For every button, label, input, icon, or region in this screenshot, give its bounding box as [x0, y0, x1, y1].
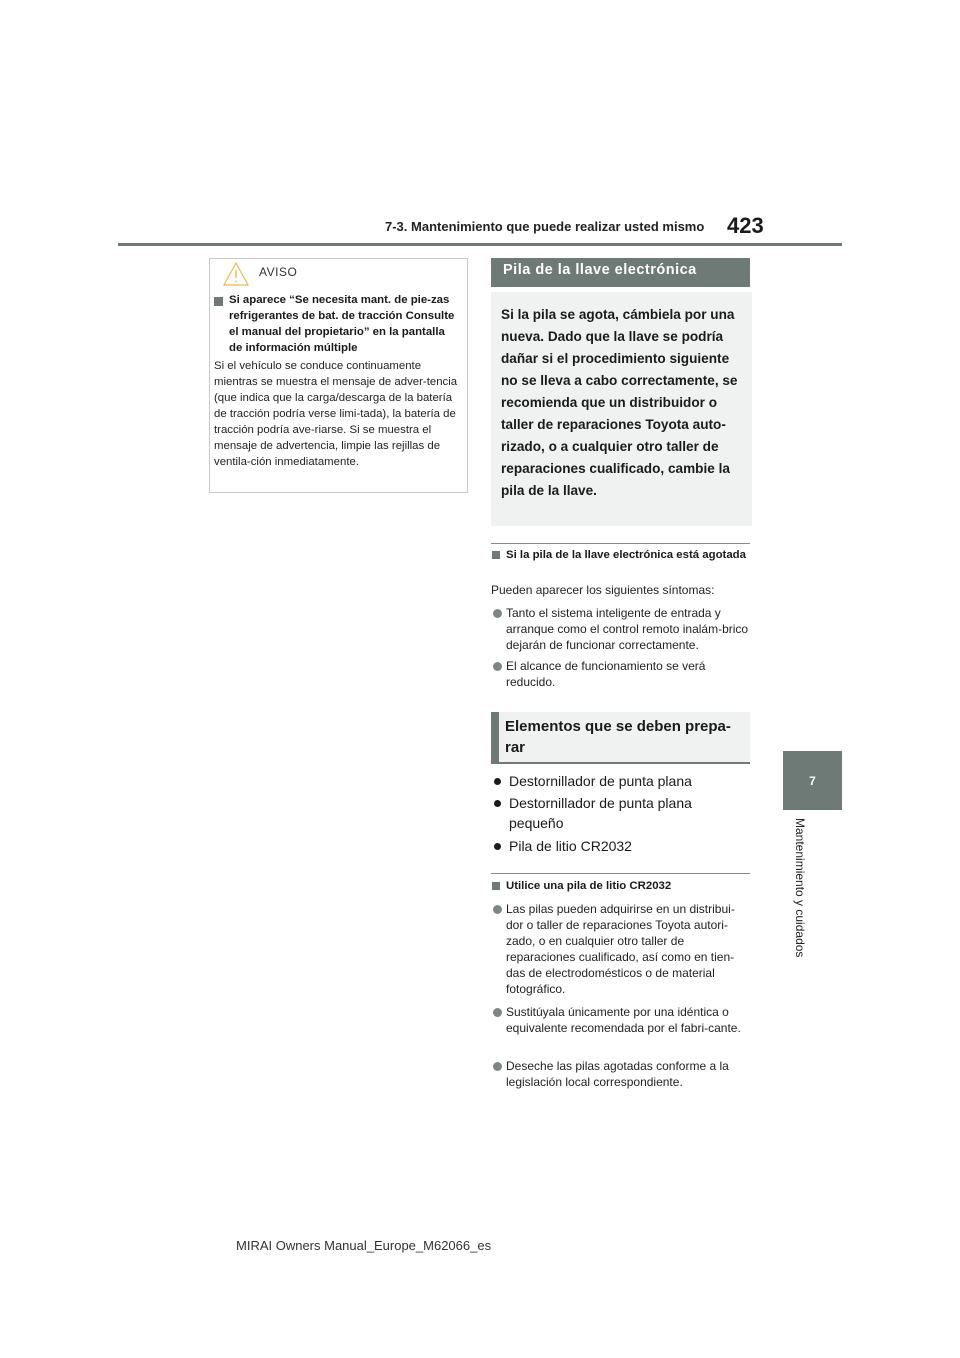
subheading-depleted: Si la pila de la llave electrónica está agotada — [506, 549, 746, 561]
square-bullet-icon — [492, 551, 500, 559]
list-item: Destornillador de punta plana pequeño — [509, 795, 692, 831]
list-item: Deseche las pilas agotadas conforme a la legislación local correspondiente. — [506, 1059, 729, 1089]
intro-panel: Si la pila se agota, cámbiela por una nueva. Dado que la llave se podría dañar si el procedimiento siguiente no se lleva a cabo correctamente, se recomienda que un distribuidor o taller de reparaciones Toyota auto-rizado, o a cualquier otro taller de reparaciones cualificado, cambie la pila de la llave. — [491, 292, 752, 526]
warning-body: Si el vehículo se conduce continuamente mientras se muestra el mensaje de adver-tencia (que indica que la carga/descarga de la batería de tracción podría verse limi-tada), la batería de tracción podría ave-riarse. Si se muestra el mensaje de advertencia, limpie las rejillas de ventila-ción inmediatamente. — [214, 360, 458, 468]
list-item: El alcance de funcionamiento se verá reducido. — [506, 659, 706, 689]
warning-triangle-icon — [223, 262, 249, 286]
bullet-icon — [494, 800, 501, 807]
subheading-lithium: Utilice una pila de litio CR2032 — [506, 880, 672, 892]
bullet-icon — [493, 905, 502, 914]
chapter-number: 7 — [809, 773, 816, 788]
footer-doc-id: MIRAI Owners Manual_Europe_M62066_es — [236, 1238, 492, 1253]
bullet-icon — [493, 1062, 502, 1071]
header-rule — [118, 243, 842, 246]
list-item: Tanto el sistema inteligente de entrada y arranque como el control remoto inalám-brico dejarán de funcionar correctamente. — [506, 606, 749, 652]
warning-heading: Si aparece “Se necesita mant. de pie-zas refrigerantes de bat. de tracción Consulte el manual del propietario” en la pantalla de información múltiple — [229, 294, 455, 354]
list-item: Las pilas pueden adquirirse en un distribui-dor o taller de reparaciones Toyota autori-zado, o en cualquier otro taller de reparaciones cualificado, así como en tien-das de electrodomésticos o de material fotográfico. — [506, 902, 735, 996]
list-item: Destornillador de punta plana — [509, 773, 692, 789]
list-item: Sustitúyala únicamente por una idéntica o equivalente recomendada por el fabri-cante. — [506, 1005, 741, 1035]
bullet-icon — [493, 609, 502, 618]
bullet-icon — [494, 843, 501, 850]
warning-title: AVISO — [259, 265, 298, 279]
divider — [491, 543, 750, 544]
list-item: Pila de litio CR2032 — [509, 838, 632, 854]
symptoms-lead: Pueden aparecer los siguientes síntomas: — [491, 583, 715, 597]
bullet-icon — [493, 662, 502, 671]
bullet-icon — [493, 1008, 502, 1017]
section-heading-items: Elementos que se deben prepa-rar — [491, 712, 750, 764]
section-title: 7-3. Mantenimiento que puede realizar usted mismo — [385, 219, 705, 234]
chapter-label: Mantenimiento y cuidados — [793, 818, 807, 958]
bullet-icon — [494, 778, 501, 785]
divider — [491, 873, 750, 874]
section-heading-key-battery: Pila de la llave electrónica — [491, 258, 750, 287]
square-bullet-icon — [214, 297, 223, 306]
chapter-tab — [783, 751, 842, 810]
page-number: 423 — [727, 213, 764, 238]
square-bullet-icon — [492, 882, 500, 890]
